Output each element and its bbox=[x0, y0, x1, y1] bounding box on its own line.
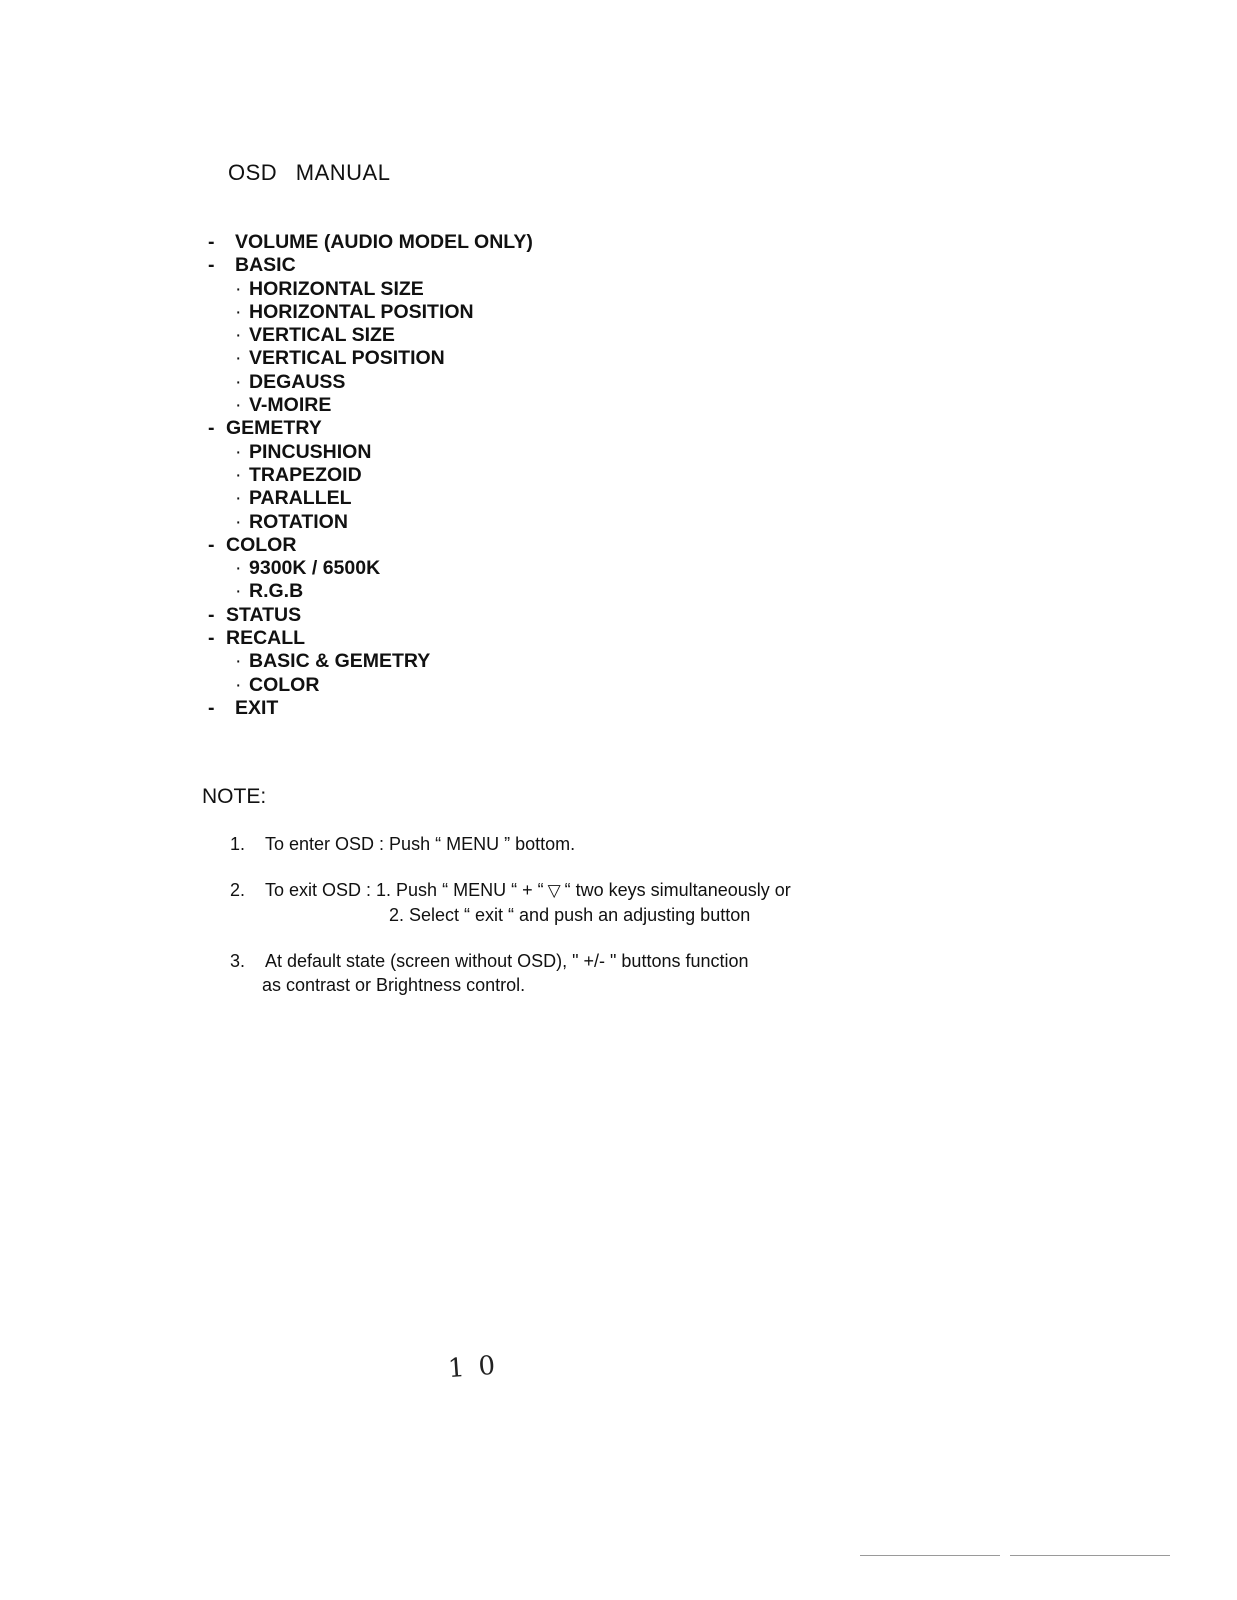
menu-dash: - bbox=[208, 603, 215, 626]
note-line bbox=[230, 878, 791, 903]
note-line bbox=[230, 973, 791, 997]
menu-dash: - bbox=[208, 417, 215, 440]
note-text: “ two keys simultaneously or bbox=[564, 880, 791, 900]
submenu-item: · R.G.B bbox=[235, 580, 304, 603]
note-line bbox=[230, 949, 791, 973]
bullet-icon: · bbox=[235, 370, 242, 393]
scan-artifact-line bbox=[860, 1555, 1000, 1556]
note-text: At default state (screen without OSD), " +/- " buttons function bbox=[265, 951, 749, 971]
menu-item-label: STATUS bbox=[226, 603, 302, 626]
menu-dash: - bbox=[208, 696, 215, 719]
submenu-item: · VERTICAL POSITION bbox=[235, 347, 445, 370]
note-text: To enter OSD : Push “ MENU ” bottom. bbox=[265, 834, 576, 854]
menu-item-basic bbox=[208, 254, 533, 277]
osd-menu-list bbox=[208, 231, 533, 720]
menu-dash: - bbox=[208, 231, 215, 253]
note-heading: NOTE: bbox=[202, 785, 267, 808]
bullet-icon: · bbox=[235, 650, 242, 673]
submenu-item: · HORIZONTAL SIZE bbox=[235, 277, 424, 300]
bullet-icon: · bbox=[235, 440, 242, 463]
menu-item-exit bbox=[208, 697, 533, 720]
submenu-item: · DEGAUSS bbox=[235, 370, 346, 393]
menu-dash: - bbox=[208, 533, 215, 556]
menu-item-label: COLOR bbox=[226, 533, 297, 556]
note-number: 3. bbox=[230, 951, 246, 971]
menu-item-label: BASIC bbox=[235, 254, 296, 277]
menu-item-color bbox=[208, 534, 533, 557]
menu-item-label: VOLUME (AUDIO MODEL ONLY) bbox=[235, 231, 533, 253]
submenu-item: · HORIZONTAL POSITION bbox=[235, 300, 474, 323]
menu-dash: - bbox=[208, 254, 215, 277]
note-number: 2. bbox=[230, 880, 246, 900]
menu-item-label: RECALL bbox=[226, 627, 306, 650]
notes-list bbox=[230, 832, 791, 997]
menu-item-recall bbox=[208, 627, 533, 650]
down-triangle-icon: ▽ bbox=[547, 881, 561, 900]
bullet-icon: · bbox=[235, 580, 242, 603]
submenu-item: · VERTICAL SIZE bbox=[235, 324, 395, 347]
note-text: as contrast or Brightness control. bbox=[262, 975, 526, 995]
bullet-icon: · bbox=[235, 277, 242, 300]
menu-item-label: GEMETRY bbox=[226, 417, 322, 440]
bullet-icon: · bbox=[235, 394, 242, 417]
bullet-icon: · bbox=[235, 324, 242, 347]
bullet-icon: · bbox=[235, 673, 242, 696]
page-number: 10 bbox=[447, 1349, 511, 1385]
submenu-item: · COLOR bbox=[235, 673, 320, 696]
bullet-icon: · bbox=[235, 510, 242, 533]
note-text: To exit OSD : 1. Push “ MENU “ + “ bbox=[265, 880, 544, 900]
menu-item-volume bbox=[208, 231, 533, 254]
submenu-item: · V-MOIRE bbox=[235, 394, 332, 417]
submenu-item: · TRAPEZOID bbox=[235, 463, 362, 486]
bullet-icon: · bbox=[235, 347, 242, 370]
menu-item-label: EXIT bbox=[235, 696, 279, 719]
note-line bbox=[230, 903, 791, 927]
menu-dash: - bbox=[208, 627, 215, 650]
bullet-icon: · bbox=[235, 487, 242, 510]
note-item-1 bbox=[230, 832, 791, 856]
note-number: 1. bbox=[230, 834, 246, 854]
submenu-item: · PARALLEL bbox=[235, 487, 352, 510]
submenu-item: · PINCUSHION bbox=[235, 440, 372, 463]
submenu-item: · 9300K / 6500K bbox=[235, 557, 381, 580]
submenu-item: · BASIC & GEMETRY bbox=[235, 650, 431, 673]
menu-item-status bbox=[208, 604, 533, 627]
note-item-2 bbox=[230, 878, 791, 927]
submenu-item: · ROTATION bbox=[235, 510, 348, 533]
scan-artifact-line bbox=[1010, 1555, 1170, 1556]
note-item-3 bbox=[230, 949, 791, 997]
page-title: OSD MANUAL bbox=[228, 160, 391, 185]
note-text: 2. Select “ exit “ and push an adjusting button bbox=[389, 905, 751, 925]
bullet-icon: · bbox=[235, 557, 242, 580]
bullet-icon: · bbox=[235, 300, 242, 323]
bullet-icon: · bbox=[235, 463, 242, 486]
menu-item-gemetry bbox=[208, 417, 533, 440]
